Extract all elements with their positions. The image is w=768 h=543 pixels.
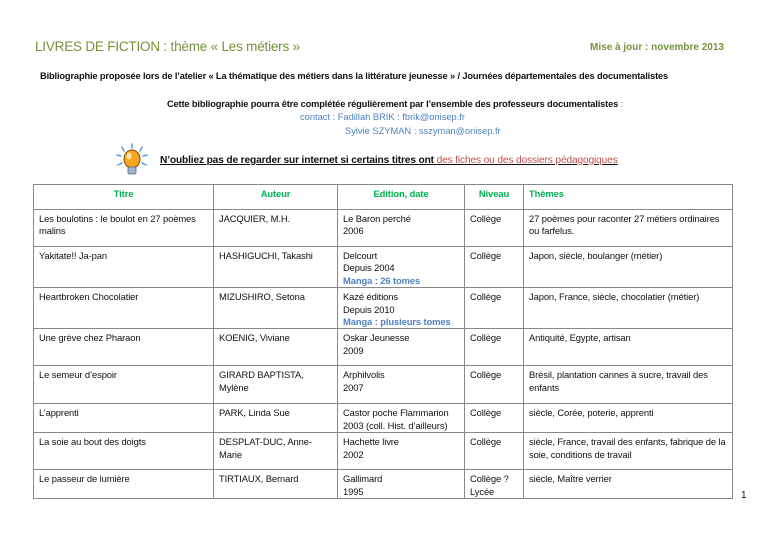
cell-titre: Yakitate!! Ja-pan (34, 247, 214, 288)
edition-line: 2007 (343, 381, 364, 393)
cell-niveau: Collège (465, 329, 524, 366)
table-row (34, 288, 733, 329)
cell-edition (338, 366, 465, 404)
column-header-titre: Titre (34, 185, 214, 210)
edition-line: 2009 (343, 344, 364, 356)
column-header-themes: Thèmes (524, 185, 733, 210)
cell-themes: siècle, Corée, poterie, apprenti (524, 404, 733, 433)
notice-line (160, 155, 618, 166)
cell-niveau: Collège (465, 366, 524, 404)
cell-titre: Les boulotins : le boulot en 27 poèmes malins (34, 210, 214, 247)
cell-niveau: Collège (465, 288, 524, 329)
column-header-niveau: Niveau (465, 185, 524, 210)
table-header-row (34, 185, 733, 210)
edition-line: 2003 (coll. Hist. d’ailleurs) (343, 419, 448, 431)
edition-line: Depuis 2004 (343, 262, 395, 274)
cell-edition (338, 470, 465, 499)
cell-niveau: Collège ? Lycée (465, 470, 524, 499)
cell-edition (338, 433, 465, 470)
update-date: Mise à jour : novembre 2013 (590, 42, 724, 53)
document-title: LIVRES DE FICTION : thème « Les métiers » (35, 39, 300, 54)
cell-niveau: Collège (465, 404, 524, 433)
cell-auteur: GIRARD BAPTISTA, Mylène (214, 366, 338, 404)
cell-auteur: DESPLAT-DUC, Anne-Marie (214, 433, 338, 470)
edition-line: Oskar Jeunesse (343, 332, 410, 344)
cell-themes: Japon, siècle, boulanger (métier) (524, 247, 733, 288)
column-header-edition: Edition, date (338, 185, 465, 210)
cell-edition (338, 329, 465, 366)
cell-niveau: Collège (465, 210, 524, 247)
cell-niveau: Collège (465, 433, 524, 470)
cell-edition (338, 210, 465, 247)
edition-note: Manga : plusieurs tomes (343, 316, 451, 328)
completion-colon: : (618, 99, 624, 109)
cell-titre: L’apprenti (34, 404, 214, 433)
cell-edition (338, 247, 465, 288)
table-row (34, 470, 733, 499)
edition-line: Gallimard (343, 473, 383, 485)
cell-titre: La soie au bout des doigts (34, 433, 214, 470)
cell-auteur: HASHIGUCHI, Takashi (214, 247, 338, 288)
cell-themes: Brésil, plantation cannes à sucre, travail des enfants (524, 366, 733, 404)
cell-themes: Japon, France, siècle, chocolatier (métier) (524, 288, 733, 329)
cell-auteur: PARK, Linda Sue (214, 404, 338, 433)
cell-themes: 27 poèmes pour raconter 27 métiers ordinaires ou farfelus. (524, 210, 733, 247)
column-header-auteur: Auteur (214, 185, 338, 210)
table-row (34, 433, 733, 470)
pedagogical-resources-link[interactable]: des fiches ou des dossiers pédagogiques (436, 155, 618, 166)
table-row (34, 247, 733, 288)
cell-niveau: Collège (465, 247, 524, 288)
contact-line-2: Sylvie SZYMAN : sszyman@onisep.fr (345, 126, 501, 136)
edition-line: Le Baron perché (343, 213, 411, 224)
cell-auteur: TIRTIAUX, Bernard (214, 470, 338, 499)
table-row (34, 210, 733, 247)
edition-line: Delcourt (343, 250, 378, 261)
table-row (34, 404, 733, 433)
edition-line: Castor poche Flammarion (343, 407, 449, 419)
edition-line: Kazé éditions (343, 291, 398, 303)
page-number: 1 (741, 490, 747, 501)
cell-auteur: KOENIG, Viviane (214, 329, 338, 366)
edition-line: 1995 (343, 485, 364, 497)
edition-note: Manga : 26 tomes (343, 274, 421, 286)
edition-line: Arphilvolis (343, 369, 385, 381)
cell-auteur: MIZUSHIRO, Setona (214, 288, 338, 329)
edition-line: Hachette livre (343, 436, 399, 448)
edition-line: 2006 (343, 225, 364, 237)
cell-titre: Le passeur de lumière (34, 470, 214, 499)
edition-line: Depuis 2010 (343, 303, 395, 315)
contact-line-1: contact : Fadillah BRIK : fbrik@onisep.fr (300, 112, 465, 122)
notice-text: N’oubliez pas de regarder sur internet si certains titres ont (160, 155, 437, 166)
completion-text: Cette bibliographie pourra être complétée régulièrement par l’ensemble des professeurs documentalistes (166, 99, 619, 109)
edition-line: 2002 (343, 448, 364, 460)
cell-auteur: JACQUIER, M.H. (214, 210, 338, 247)
cell-themes: siècle, Maître verrier (524, 470, 733, 499)
cell-edition (338, 288, 465, 329)
cell-edition (338, 404, 465, 433)
table-row (34, 366, 733, 404)
completion-note (0, 99, 768, 109)
cell-titre: Le semeur d’espoir (34, 366, 214, 404)
cell-titre: Une grève chez Pharaon (34, 329, 214, 366)
cell-titre: Heartbroken Chocolatier (34, 288, 214, 329)
bibliography-table (33, 184, 733, 499)
cell-themes: Antiquité, Egypte, artisan (524, 329, 733, 366)
cell-themes: siècle, France, travail des enfants, fabrique de la soie, conditions de travail (524, 433, 733, 470)
lightbulb-icon (115, 143, 149, 179)
table-row (34, 329, 733, 366)
bibliography-intro: Bibliographie proposée lors de l’atelier « La thématique des métiers dans la littérature jeunesse » / Journées départementales des documentalistes (40, 71, 669, 81)
